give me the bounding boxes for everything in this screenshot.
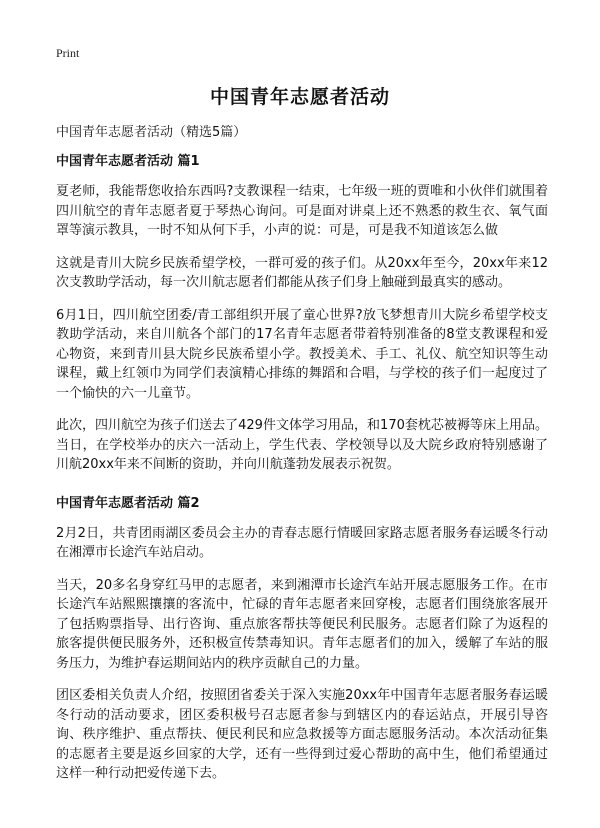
- article-body: [56, 153, 548, 797]
- section-heading: 中国青年志愿者活动 篇1: [56, 154, 200, 169]
- paragraph: 这就是青川大院乡民族希望学校，一群可爱的孩子们。从20xx年至今，20xx年来12次支教助学活动，每一次川航志愿者们都能从孩子们身上触碰到最真实的感动。: [56, 255, 548, 290]
- paragraph: 当天，20多名身穿红马甲的志愿者，来到湘潭市长途汽车站开展志愿服务工作。在市长途汽车站熙熙攘攘的客流中，忙碌的青年志愿者来回穿梭，志愿者们围绕旅客展开了包括购票指导、出行咨询、重点旅客帮扶等便民利民服务。志愿者们除了为返程的旅客提供便民服务外，还积极宣传禁毒知识。青年志愿者们的加入，缓解了车站的服务压力，为维护春运期间站内的秩序贡献自己的力量。: [56, 577, 548, 671]
- page-title: 中国青年志愿者活动: [209, 86, 390, 108]
- paragraph: 6月1日，四川航空团委/青工部组织开展了童心世界?放飞梦想青川大院乡希望学校支教助学活动，来自川航各个部门的17名青年志愿者带着特别准备的8堂支教课程和爱心物资，来到青川县大院乡民族希望小学。教授美术、手工、礼仪、航空知识等生动课程，戴上红领巾为同学们表演精心排练的舞蹈和合唱，与学校的孩子们一起度过了一个愉快的六一儿童节。: [56, 307, 548, 401]
- section-1: [56, 153, 548, 475]
- section-heading: 中国青年志愿者活动 篇2: [56, 495, 200, 511]
- print-link[interactable]: Print: [56, 46, 80, 60]
- document-subtitle: 中国青年志愿者活动（精选5篇）: [56, 125, 247, 140]
- paragraph: 夏老师，我能帮您收拾东西吗?支教课程一结束，七年级一班的贾唯和小伙伴们就围着四川航空的青年志愿者夏于琴热心询问。可是面对讲桌上还不熟悉的救生衣、氧气面罩等演示教具，一时不知从何下手，小声的说：可是，可是我不知道该怎么做: [56, 184, 548, 238]
- paragraph: 此次，四川航空为孩子们送去了429件文体学习用品，和170套枕芯被褥等床上用品。当日，在学校举办的庆六一活动上，学生代表、学校领导以及大院乡政府特别感谢了川航20xx年来不间断的资助，并向川航蓬勃发展表示祝贺。: [56, 418, 548, 472]
- section-2: [56, 495, 548, 784]
- paragraph: 2月2日，共青团雨湖区委员会主办的青春志愿行情暖回家路志愿者服务春运暖冬行动在湘潭市长途汽车站启动。: [56, 525, 548, 560]
- paragraph: 团区委相关负责人介绍，按照团省委关于深入实施20xx年中国青年志愿者服务春运暖冬行动的活动要求，团区委积极号召志愿者参与到辖区内的春运站点，开展引导咨询、秩序维护、重点帮扶、便民利民和应急救援等方面志愿服务活动。本次活动征集的志愿者主要是返乡回家的大学，还有一些得到过爱心帮助的高中生，他们希望通过这样一种行动把爱传递下去。: [56, 688, 548, 781]
